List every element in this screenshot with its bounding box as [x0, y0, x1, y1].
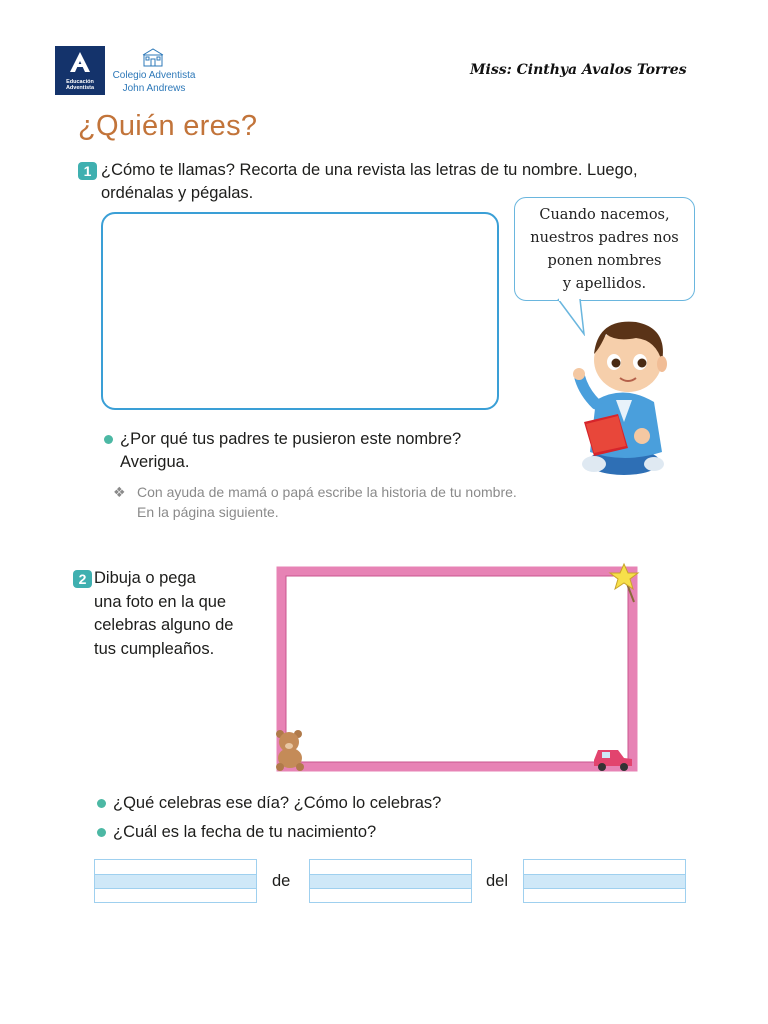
hint-line2: En la página siguiente.: [137, 504, 279, 520]
school-name-line1: Colegio Adventista: [112, 70, 196, 81]
activity1-number-badge: 1: [78, 162, 97, 180]
bullet-point: [97, 799, 106, 808]
birth-year-field[interactable]: [523, 859, 686, 903]
activity2-instruction-line1: Dibuja o pega: [94, 569, 196, 587]
bullet-point: [97, 828, 106, 837]
logo-text-line1: Educación: [66, 79, 94, 85]
celebration-question: ¿Qué celebras ese día? ¿Cómo lo celebras?: [113, 794, 442, 812]
name-paste-area[interactable]: [101, 212, 499, 410]
speech-bubble: [514, 197, 695, 301]
activity2-instruction: [94, 567, 269, 661]
bubble-line4: y apellidos.: [562, 276, 647, 292]
date-connector-del: del: [486, 872, 509, 890]
boy-reading-illustration: [566, 312, 678, 482]
school-name: [108, 69, 200, 95]
school-name-line2: John Andrews: [122, 83, 186, 94]
activity2-instruction-line2: una foto en la que: [94, 592, 227, 611]
name-origin-question-line2: Averigua.: [120, 453, 190, 471]
activity1-instruction-line2: ordénalas y pégalas.: [101, 184, 254, 202]
activity2-number-badge: 2: [73, 570, 92, 588]
hint-line1: Con ayuda de mamá o papá escribe la historia de tu nombre.: [137, 484, 517, 500]
activity2-instruction-line4: tus cumpleaños.: [94, 639, 215, 658]
bubble-line2: nuestros padres nos: [530, 230, 679, 246]
name-origin-question: [120, 428, 580, 474]
activity2-instruction-line3: celebras alguno de: [94, 616, 234, 634]
photo-frame[interactable]: [272, 562, 642, 774]
birth-day-field[interactable]: [94, 859, 257, 903]
name-origin-question-line1: ¿Por qué tus padres te pusieron este nombre?: [120, 430, 462, 448]
logo-text-line2: Adventista: [65, 85, 95, 91]
teacher-name: Miss: Cinthya Avalos Torres: [470, 62, 687, 78]
page-title: ¿Quién eres?: [78, 110, 258, 142]
bullet-point: [104, 435, 113, 444]
bubble-line3: ponen nombres: [547, 253, 662, 269]
logo-mark-icon: [68, 51, 92, 73]
hint-bullet-icon: ❖: [113, 484, 126, 500]
birthdate-question: ¿Cuál es la fecha de tu nacimiento?: [113, 823, 377, 841]
birth-month-field[interactable]: [309, 859, 472, 903]
activity1-instruction-line1: ¿Cómo te llamas? Recorta de una revista las letras de tu nombre. Luego,: [101, 161, 638, 179]
date-connector-de: de: [272, 872, 291, 890]
education-logo: [55, 46, 105, 95]
bubble-line1: Cuando nacemos,: [539, 207, 670, 223]
hint-text: [137, 482, 617, 522]
school-building-icon: [141, 47, 165, 67]
